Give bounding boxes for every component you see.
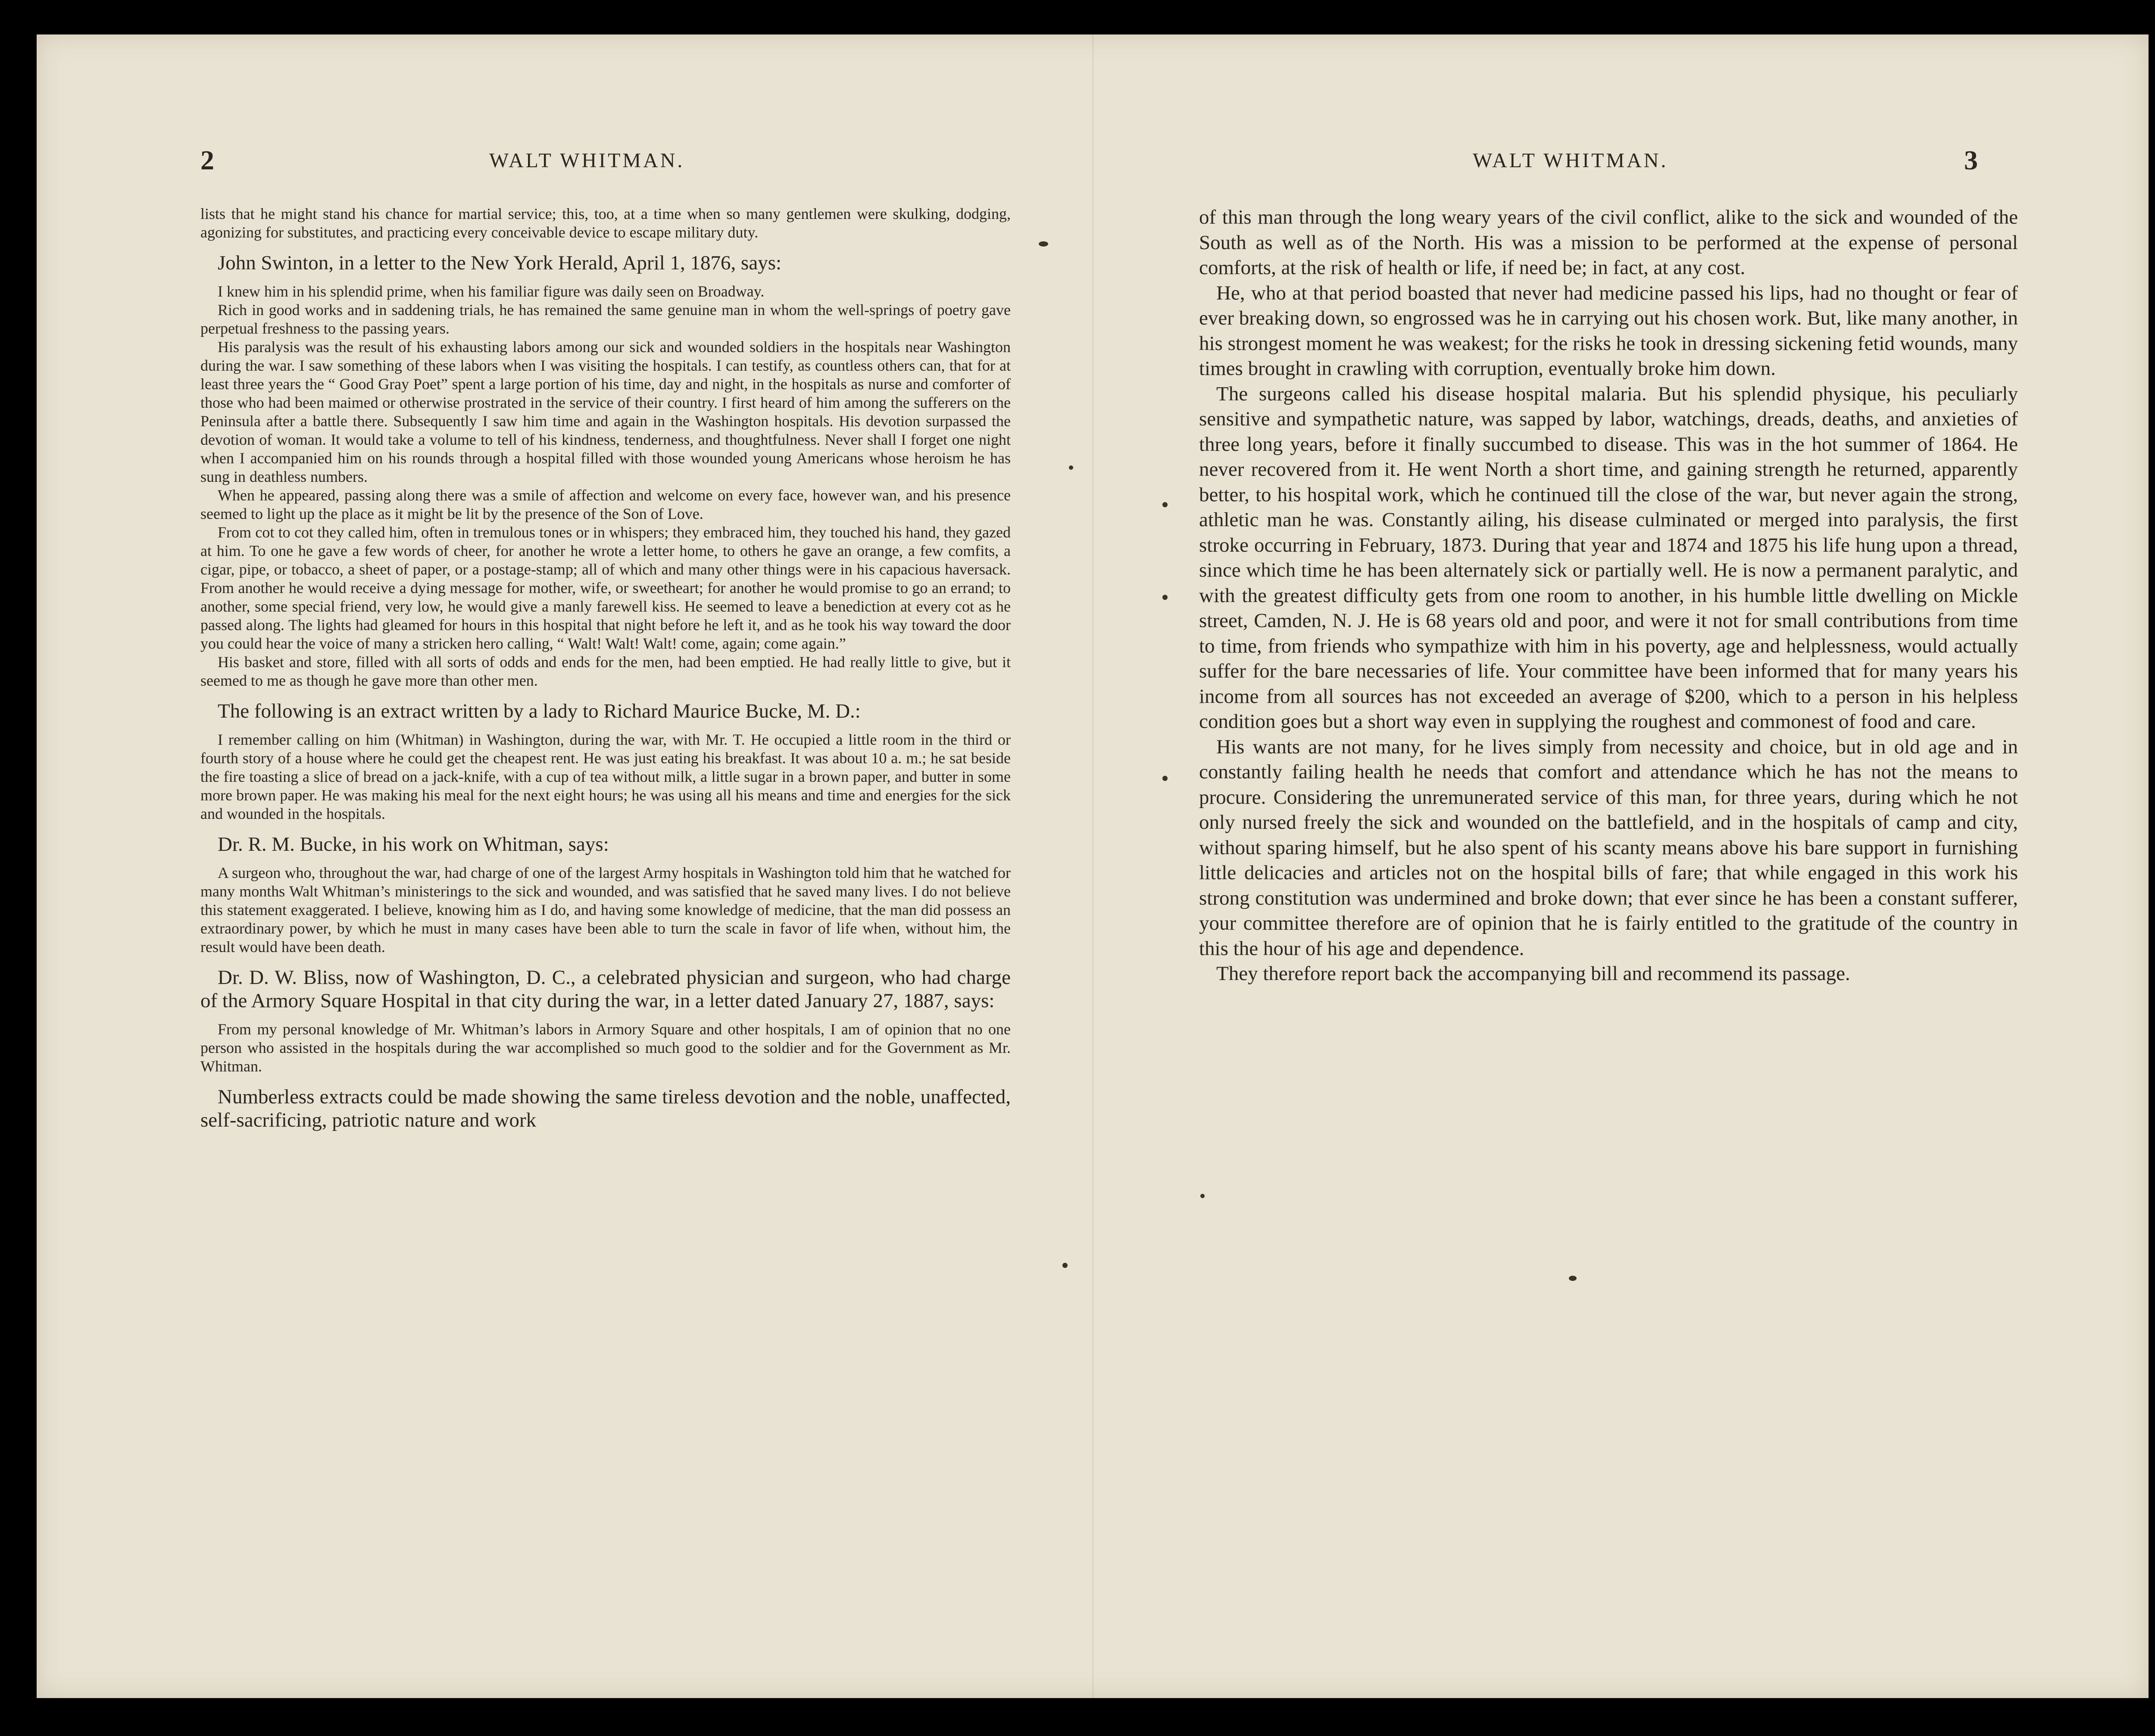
ink-speck: [1162, 502, 1168, 507]
body-paragraph: He, who at that period boasted that never had medicine passed his lips, had no thought or fear of ever breaking down, so engrossed was he in carrying out his chosen work. But, like many another, in his strongest moment he was weakest; for the risks he took in dressing sickening fetid wounds, many times brought in crawling with corruption, eventually broke him down.: [1199, 281, 2018, 380]
body-paragraph: His wants are not many, for he lives simply from necessity and choice, but in old age and in constantly failing health he needs that comfort and attendance which he has not the means to procure. Considering the unremunerated service of this man, for three years, during which he not only nursed freely the sick and wounded on the battlefield, and in the hospitals of camp and city, without sparing himself, but he also spent of his scanty means above his bare support in furnishing little delicacies and articles not on the hospital bills of fare; that while engaged in this work his strong constitution was undermined and broke down; that ever since he has been a constant sufferer, your committee therefore are of opinion that he is fairly entitled to the gratitude of the country in this the hour of his age and dependence.: [1199, 735, 2018, 960]
ink-speck: [1569, 1276, 1577, 1281]
right-page: [1093, 34, 2149, 1698]
ink-speck: [1062, 1263, 1068, 1268]
closing-paragraph: Numberless extracts could be made showing the same tireless devotion and the noble, unaffected, self-sacrificing, patriotic nature and work: [200, 1086, 1011, 1131]
bucke-intro: Dr. R. M. Bucke, in his work on Whitman, says:: [218, 833, 609, 856]
running-head: WALT WHITMAN.: [489, 149, 685, 172]
page-number: 2: [200, 145, 214, 175]
swinton-paragraph: When he appeared, passing along there was a smile of affection and welcome on every face, however wan, and his presence seemed to light up the place as it might be lit by the presence of the Son of Love.: [200, 487, 1011, 522]
bliss-intro: Dr. D. W. Bliss, now of Washington, D. C., a celebrated physician and surgeon, who had charge of the Armory Square Hospital in that city during the war, in a letter dated January 27, 1887, says:: [200, 966, 1011, 1012]
body-paragraph: of this man through the long weary years of the civil conflict, alike to the sick and wounded of the South as well as of the North. His was a mission to be performed at the expense of personal comforts, at the risk of health or life, if need be; in fact, at any cost.: [1199, 206, 2018, 279]
lady-extract: I remember calling on him (Whitman) in Washington, during the war, with Mr. T. He occupied a little room in the third or fourth story of a house where he could get the cheapest rent. He was just eating his breakfast. It was about 10 a. m.; he sat beside the fire toasting a slice of bread on a jack-knife, with a cup of tea without milk, a little sugar in a brown paper, and butter in some more brown paper. He was making his meal for the next eight hours; he was using all his means and time and energies for the sick and wounded in the hospitals.: [200, 731, 1011, 822]
page-number: 3: [1964, 145, 1978, 175]
swinton-paragraph: I knew him in his splendid prime, when his familiar figure was daily seen on Broadway.: [218, 283, 765, 300]
body-paragraph: They therefore report back the accompanying bill and recommend its passage.: [1216, 962, 1850, 985]
ink-speck: [1200, 1194, 1205, 1198]
swinton-paragraph: Rich in good works and in saddening trials, he has remained the same genuine man in whom the well-springs of poetry gave perpetual freshness to the passing years.: [200, 301, 1011, 337]
lady-intro: The following is an extract written by a lady to Richard Maurice Bucke, M. D.:: [218, 700, 861, 722]
body-paragraph: The surgeons called his disease hospital malaria. But his splendid physique, his peculiarly sensitive and sympathetic nature, was sapped by labor, watchings, dreads, deaths, and anxieties of three long years, before it finally succumbed to disease. This was in the hot summer of 1864. He never recovered from it. He went North a short time, and gaining strength he returned, apparently better, to his hospital work, which he continued till the close of the war, but never again the strong, athletic man he was. Constantly ailing, his disease culminated or merged into paralysis, the first stroke occurring in February, 1873. During that year and 1874 and 1875 his life hung upon a thread, since which time he has been alternately sick or partially well. He is now a permanent paralytic, and with the greatest difficulty gets from one room to another, in his humble little dwelling on Mickle street, Camden, N. J. He is 68 years old and poor, and were it not for small contributions from time to time, from friends who sympathize with him in his poverty, age and helplessness, would actually suffer for the bare necessaries of life. Your committee have been informed that for many years his income from all sources has not exceeded an average of $200, which to a person in his helpless condition goes but a short way even in supplying the roughest and commonest of food and care.: [1199, 382, 2018, 733]
swinton-paragraph: From cot to cot they called him, often in tremulous tones or in whispers; they embraced him, they touched his hand, they gazed at him. To one he gave a few words of cheer, for another he wrote a letter home, to others he gave an orange, a few comfits, a cigar, pipe, or tobacco, a sheet of paper, or a postage-stamp; all of which and many other things were in his capacious haversack. From another he would receive a dying message for mother, wife, or sweetheart; for another he would promise to go an errand; to another, some special friend, very low, he would give a manly farewell kiss. He seemed to leave a benediction at every cot as he passed along. The lights had gleamed for hours in this hospital that night before he left it, and as he took his way toward the door you could hear the voice of many a stricken hero calling, “ Walt! Walt! Walt! come, again; come again.”: [200, 524, 1011, 652]
swinton-paragraph: His paralysis was the result of his exhausting labors among our sick and wounded soldiers in the hospitals near Washington during the war. I saw something of these labors when I was visiting the hospitals. I can testify, as countless others can, that for at least three years the “ Good Gray Poet” spent a large portion of his time, day and night, in the hospitals as nurse and comforter of those who had been maimed or otherwise prostrated in the service of their country. I first heard of him among the sufferers on the Peninsula after a battle there. Subsequently I saw him time and again in the Washington hospitals. His devotion surpassed the devotion of woman. It would take a volume to tell of his kindness, tenderness, and thoughtfulness. Never shall I forget one night when I accompanied him on his rounds through a hospital filled with those wounded young Americans whose heroism he has sung in deathless numbers.: [200, 338, 1011, 485]
swinton-paragraph: His basket and store, filled with all sorts of odds and ends for the men, had been emptied. He had really little to give, but it seemed to me as though he gave more than other men.: [200, 653, 1011, 689]
running-head: WALT WHITMAN.: [1473, 149, 1668, 172]
swinton-intro: John Swinton, in a letter to the New York Herald, April 1, 1876, says:: [218, 252, 782, 274]
bucke-extract: A surgeon who, throughout the war, had charge of one of the largest Army hospitals in Washington told him that he watched for many months Walt Whitman’s ministerings to the sick and wounded, and was satisfied that he saved many lives. I do not believe this statement exaggerated. I believe, knowing him as I do, and having some knowledge of medicine, that the man did possess an extraordinary power, by which he must in many cases have been able to turn the scale in favor of life when, without him, the result would have been death.: [200, 864, 1011, 955]
right-page-body: [1199, 205, 2018, 987]
ink-speck: [1039, 241, 1048, 247]
bliss-extract: From my personal knowledge of Mr. Whitman’s labors in Armory Square and other hospitals, I am of opinion that no one person who assisted in the hospitals during the war accomplished so much good to the soldier and for the Government as Mr. Whitman.: [200, 1021, 1011, 1075]
left-page: [37, 34, 1093, 1698]
ink-speck: [1162, 776, 1168, 781]
ink-speck: [1069, 465, 1073, 470]
ink-speck: [1162, 595, 1168, 600]
document-sheet: [37, 34, 2149, 1698]
left-page-body: [200, 205, 1011, 1140]
continuation-text: lists that he might stand his chance for martial service; this, too, at a time when so many gentlemen were skulking, dodging, agonizing for substitutes, and practicing every conceivable device to escape military duty.: [200, 205, 1011, 241]
